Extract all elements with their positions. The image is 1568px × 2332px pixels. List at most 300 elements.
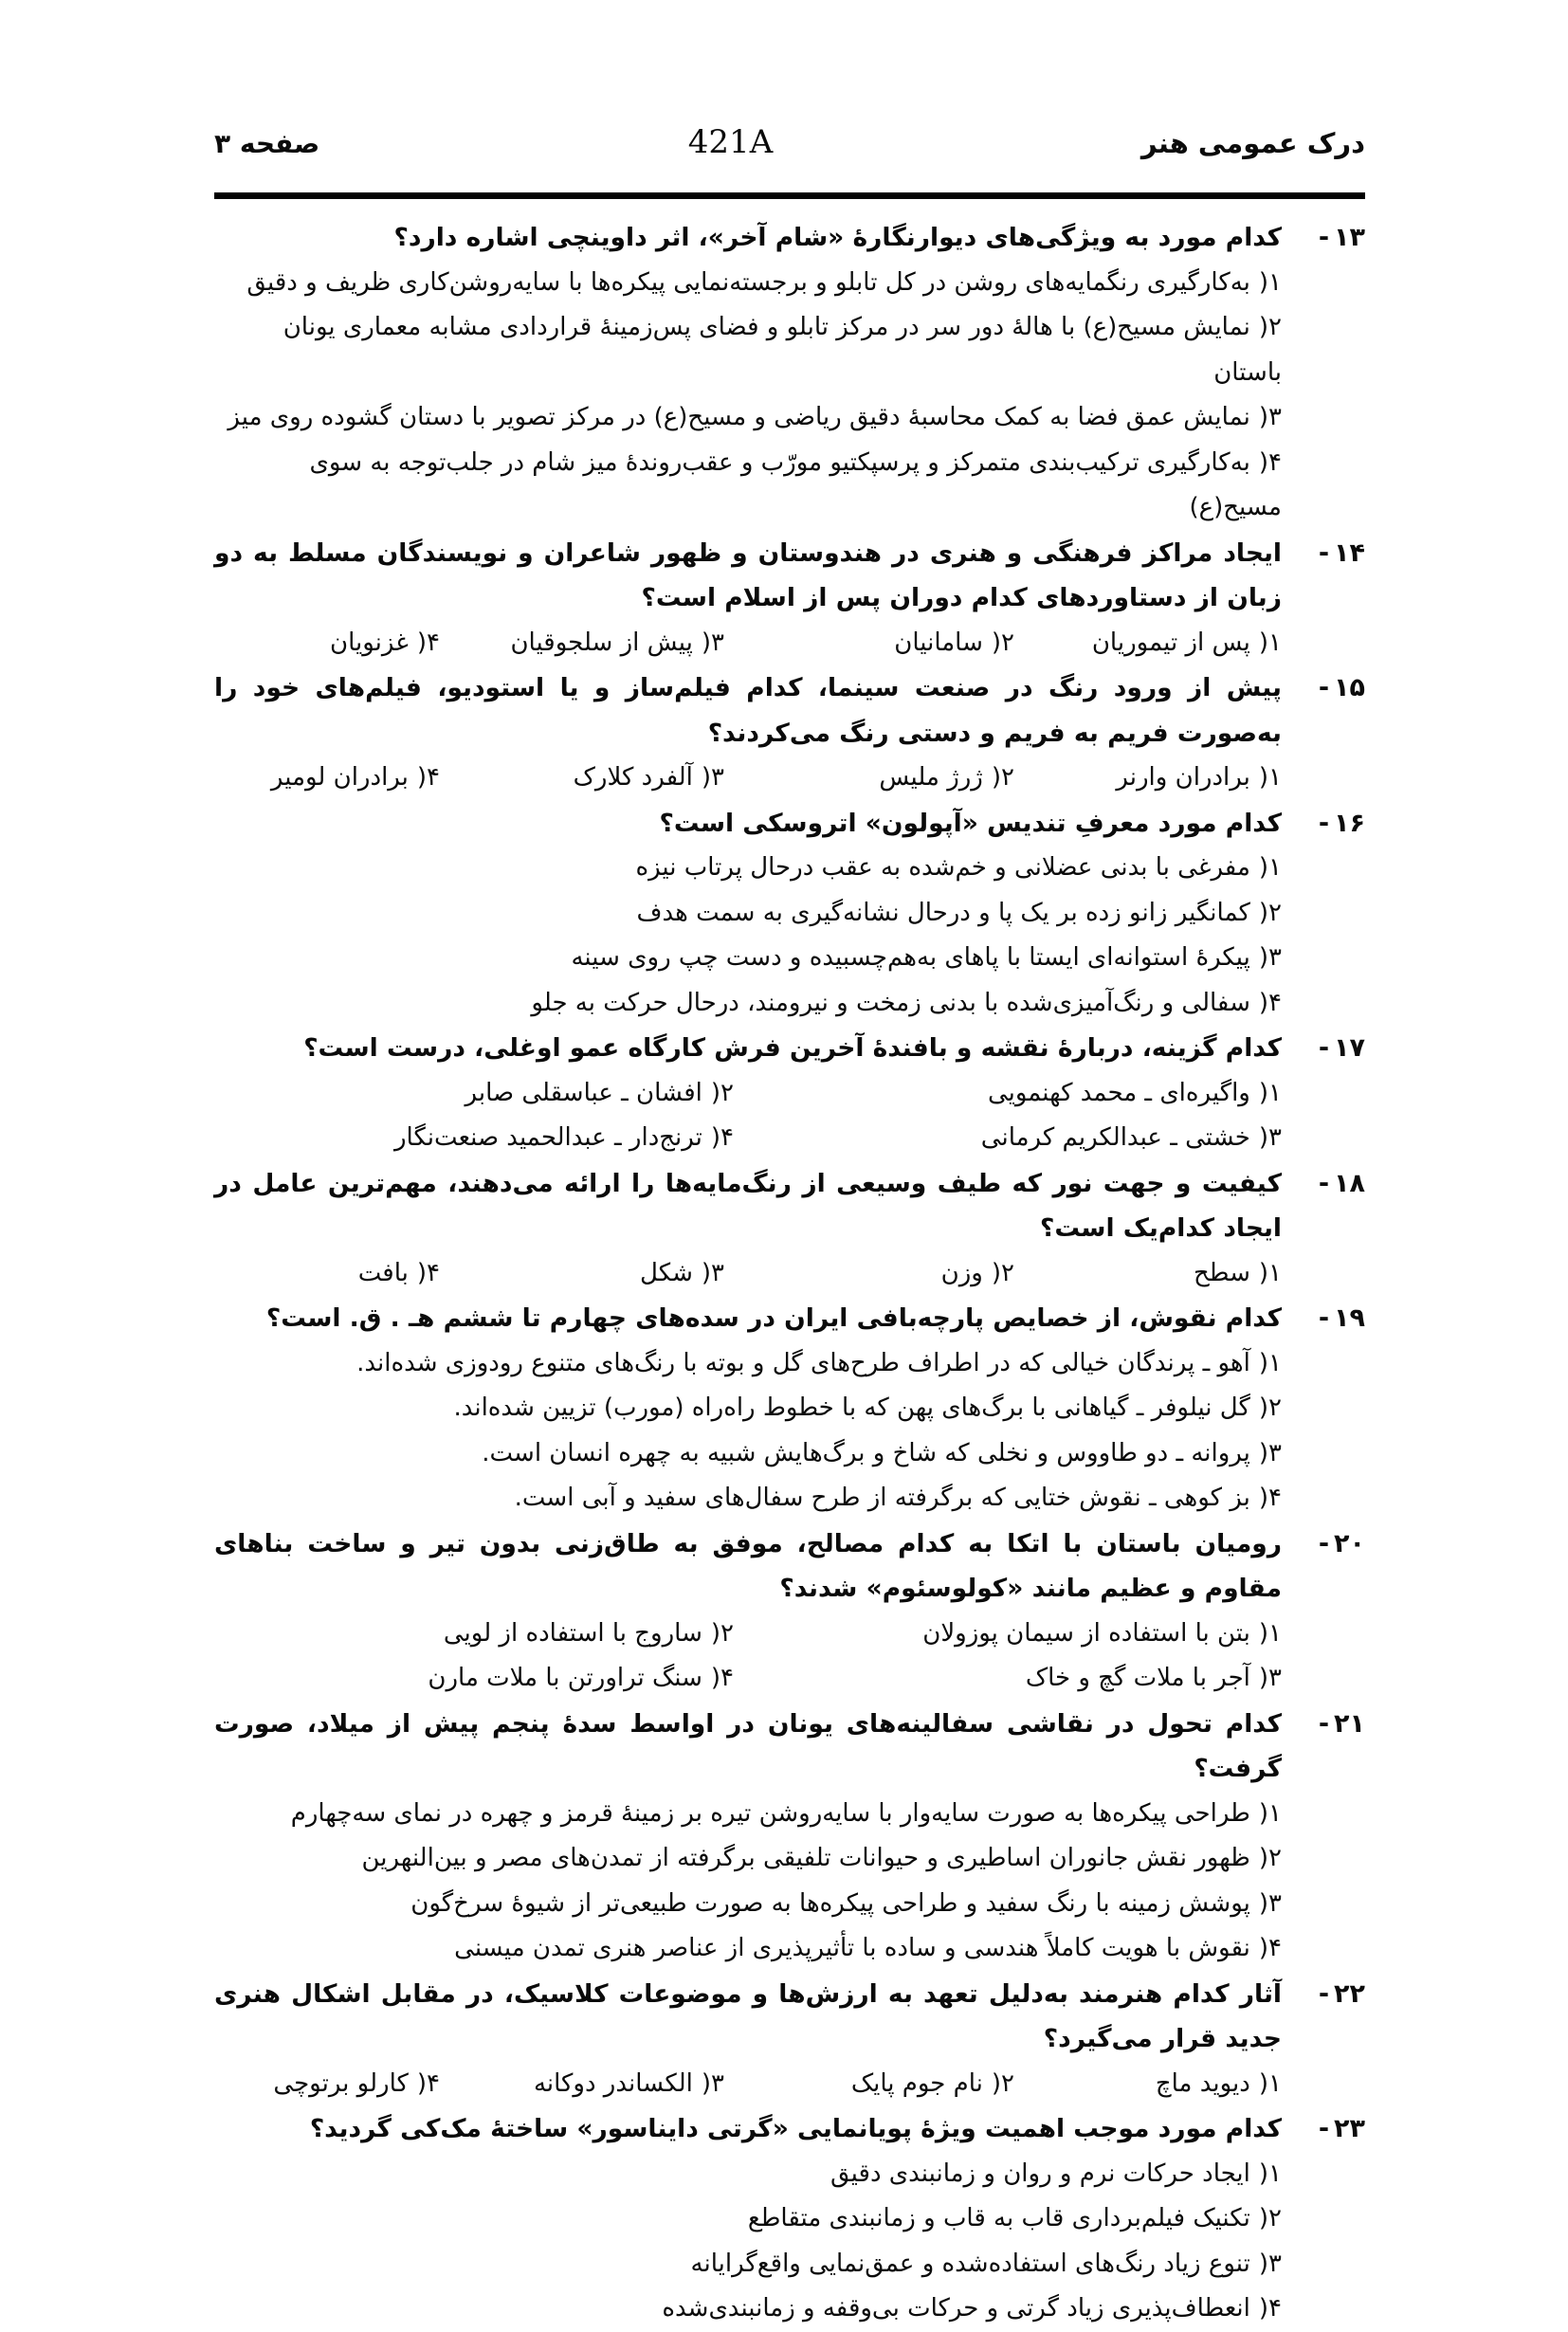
option-paren: )	[1258, 1078, 1269, 1107]
question-number	[1282, 1521, 1365, 1567]
header-divider-rule	[214, 192, 1365, 199]
option	[214, 2152, 1282, 2197]
option-paren: )	[1258, 313, 1269, 341]
option-text: به‌کارگیری ترکیب‌بندی متمرکز و پرسپکتیو مورّب و عقب‌روندهٔ میز شام در جلب‌توجه به سوی مسیح(ع)	[309, 447, 1282, 521]
options-group	[214, 261, 1282, 531]
option	[214, 756, 440, 801]
option-text: پیش از سلجوقیان	[510, 628, 693, 657]
option-label	[1259, 1386, 1282, 1431]
question-number	[1282, 1026, 1365, 1071]
question-number	[1282, 2106, 1365, 2152]
option-number: ۲	[1268, 898, 1282, 927]
option	[214, 1476, 1282, 1521]
question-stem: رومیان باستان با اتکا به کدام مصالح، موفق به طاق‌زنی بدون تیر و ساخت بناهای مقاوم و عظیم مانند «کولوسئوم» شدند؟	[214, 1528, 1282, 1603]
option	[1014, 621, 1282, 666]
option-paren: )	[1258, 2068, 1269, 2098]
option-label	[992, 2062, 1014, 2107]
option	[214, 936, 1282, 981]
header-course-title: درک عمومی هنر	[1140, 127, 1365, 159]
option	[214, 981, 1282, 1027]
question	[214, 1521, 1365, 1702]
option-label	[1259, 1071, 1282, 1117]
option-label	[711, 1612, 734, 1657]
option-paren: )	[1258, 1258, 1269, 1287]
option-label	[702, 756, 724, 801]
option	[214, 1251, 440, 1297]
option-label	[1259, 1251, 1282, 1297]
option-label	[702, 621, 724, 666]
option-label	[1259, 621, 1282, 666]
question-number-digits: ۲۳	[1334, 2114, 1365, 2143]
option-paren: )	[991, 628, 1002, 657]
option-paren: )	[701, 1258, 712, 1287]
option-paren: )	[1258, 763, 1269, 792]
question	[214, 215, 1365, 531]
option-paren: )	[1258, 1348, 1269, 1377]
question-number	[1282, 1702, 1365, 1747]
question-number	[1282, 1972, 1365, 2017]
option-text: نقوش با هویت کاملاً هندسی و ساده با تأثیرپذیری از عناصر هنری تمدن میسنی	[454, 1934, 1250, 1962]
question-number	[1282, 1296, 1365, 1341]
question-number-dash: -	[1318, 1528, 1330, 1558]
option-number: ۲	[720, 1618, 734, 1648]
question-stem: آثار کدام هنرمند به‌دلیل تعهد به ارزش‌ها و موضوعات کلاسیک، در مقابل اشکال هنری جدید قرار می‌گیرد؟	[214, 1978, 1282, 2053]
option-number: ۲	[1268, 2204, 1282, 2232]
question-number	[1282, 531, 1365, 576]
option-number: ۳	[711, 628, 724, 657]
question-number-dash: -	[1318, 1303, 1330, 1333]
question-number-digits: ۲۰	[1334, 1528, 1365, 1558]
option-number: ۱	[1268, 1258, 1282, 1287]
question-number-dash: -	[1318, 223, 1330, 252]
option-text: سامانیان	[894, 628, 983, 657]
option-label	[1259, 2286, 1282, 2332]
option-number: ۲	[1001, 2068, 1014, 2098]
option-label	[992, 1251, 1014, 1297]
option-number: ۲	[1001, 628, 1014, 657]
option-number: ۱	[1268, 853, 1282, 882]
option	[724, 756, 1014, 801]
option-label	[1259, 2242, 1282, 2287]
option-label	[1259, 756, 1282, 801]
question-body	[214, 1026, 1282, 1161]
option-paren: )	[701, 628, 712, 657]
option-paren: )	[1258, 2204, 1269, 2232]
option-label	[417, 756, 440, 801]
option-text: انعطاف‌پذیری زیاد گرتی و حرکات بی‌وقفه و زمانبندی‌شده	[662, 2294, 1250, 2323]
questions-list	[214, 215, 1365, 2332]
option-number: ۱	[1268, 1348, 1282, 1377]
options-group	[214, 1071, 1282, 1161]
option-number: ۳	[1268, 1664, 1282, 1692]
option-text: ترنج‌دار ـ عبدالحمید صنعت‌نگار	[393, 1123, 702, 1152]
option	[440, 1251, 724, 1297]
option	[440, 621, 724, 666]
option-label	[417, 2062, 440, 2107]
option-text: سطح	[1193, 1258, 1250, 1287]
option-number: ۱	[1268, 267, 1282, 297]
option-paren: )	[1258, 1618, 1269, 1648]
option-label	[711, 1071, 734, 1117]
option	[214, 621, 440, 666]
options-group	[214, 1251, 1282, 1297]
option-text: بتن با استفاده از سیمان پوزولان	[922, 1618, 1250, 1648]
header-booklet-code: 421A	[687, 123, 774, 161]
option-number: ۴	[720, 1123, 734, 1152]
option-number: ۴	[1268, 2294, 1282, 2323]
question	[214, 1296, 1365, 1521]
option	[214, 1656, 734, 1702]
option-text: ظهور نقش جانوران اساطیری و حیوانات تلفیقی برگرفته از تمدن‌های مصر و بین‌النهرین	[361, 1844, 1250, 1872]
option-number: ۱	[1268, 628, 1282, 657]
question-stem: کدام مورد به ویژگی‌های دیوارنگارهٔ «شام آخر»، اثر داوینچی اشاره دارد؟	[393, 223, 1282, 252]
option	[214, 441, 1282, 531]
question-stem: کدام گزینه، دربارهٔ نقشه و بافندهٔ آخرین فرش کارگاه عمو اوغلی، درست است؟	[303, 1033, 1282, 1063]
option-label	[992, 621, 1014, 666]
option-number: ۲	[1268, 313, 1282, 341]
option-paren: )	[1258, 447, 1269, 477]
option-text: به‌کارگیری رنگمایه‌های روشن در کل تابلو و برجسته‌نمایی پیکره‌ها با سایه‌روشن‌کاری ظریف و دقیق	[246, 267, 1250, 297]
option-paren: )	[1258, 1664, 1269, 1692]
option-label	[1259, 936, 1282, 981]
option-text: واگیره‌ای ـ محمد کهنمویی	[987, 1078, 1250, 1107]
option-paren: )	[991, 763, 1002, 792]
option	[214, 1926, 1282, 1972]
options-group	[214, 621, 1282, 666]
option-paren: )	[1258, 2294, 1269, 2323]
option-text: پروانه ـ دو طاووس و نخلی که شاخ و برگ‌هایش شبیه به چهره انسان است.	[482, 1438, 1250, 1467]
option	[214, 1836, 1282, 1882]
option-text: آلفرد کلارک	[573, 763, 693, 792]
option-label	[1259, 1341, 1282, 1387]
option	[214, 1792, 1282, 1837]
option-paren: )	[1258, 403, 1269, 431]
option	[214, 1071, 734, 1117]
option-text: سنگ تراورتن با ملات مارن	[428, 1664, 702, 1692]
option	[1014, 756, 1282, 801]
option-number: ۳	[1268, 943, 1282, 972]
question-number-digits: ۱۸	[1334, 1168, 1365, 1198]
option-label	[711, 1656, 734, 1702]
option-text: ایجاد حرکات نرم و روان و زمانبندی دقیق	[830, 2159, 1250, 2188]
option-paren: )	[1258, 1844, 1269, 1872]
option-number: ۱	[1268, 1798, 1282, 1828]
option-label	[1259, 2062, 1282, 2107]
option-number: ۱	[1268, 2159, 1282, 2188]
question	[214, 1702, 1365, 1972]
options-group	[214, 2152, 1282, 2332]
option-text: گل نیلوفر ـ گیاهانی با برگ‌های پهن که با خطوط راه‌راه (مورب) تزیین شده‌اند.	[453, 1394, 1250, 1422]
option-number: ۴	[427, 763, 440, 792]
question-number-dash: -	[1318, 1708, 1330, 1739]
option	[724, 2062, 1014, 2107]
option-number: ۲	[1001, 763, 1014, 792]
option-text: برادران لومیر	[270, 763, 409, 792]
option	[734, 1071, 1282, 1117]
option-number: ۲	[720, 1078, 734, 1107]
option-paren: )	[1258, 1438, 1269, 1467]
option-number: ۳	[1268, 1438, 1282, 1467]
option-label	[1259, 1612, 1282, 1657]
option-number: ۳	[711, 763, 724, 792]
question	[214, 531, 1365, 666]
question-stem: کدام مورد موجب اهمیت ویژهٔ پویانمایی «گرتی دایناسور» ساختهٔ مک‌کی گردید؟	[309, 2114, 1282, 2143]
question-number-dash: -	[1318, 673, 1330, 702]
option-label	[1259, 2196, 1282, 2242]
option-paren: )	[1258, 943, 1269, 972]
option-text: ساروج با استفاده از لویی	[443, 1618, 702, 1648]
question-body	[214, 1702, 1282, 1972]
option-paren: )	[1258, 1394, 1269, 1422]
option-number: ۱	[1268, 763, 1282, 792]
option-text: بافت	[357, 1258, 409, 1287]
option-text: تنوع زیاد رنگ‌های استفاده‌شده و عمق‌نمایی واقع‌گرایانه	[690, 2249, 1250, 2278]
option-paren: )	[1258, 267, 1269, 297]
question-number-dash: -	[1318, 808, 1330, 838]
option-text: تکنیک فیلم‌برداری قاب به قاب و زمانبندی متقاطع	[747, 2204, 1250, 2232]
option	[214, 1431, 1282, 1477]
option	[440, 2062, 724, 2107]
option-label	[1259, 1836, 1282, 1882]
option-label	[1259, 1656, 1282, 1702]
option-text: کارلو برتوچی	[273, 2068, 409, 2098]
question	[214, 801, 1365, 1027]
option-paren: )	[1258, 628, 1269, 657]
question-stem: کدام نقوش، از خصایص پارچه‌بافی ایران در سده‌های چهارم تا ششم هـ . ق. است؟	[265, 1303, 1282, 1333]
option-label	[1259, 395, 1282, 441]
option	[734, 1116, 1282, 1161]
option-label	[1259, 261, 1282, 306]
option-text: دیوید ماچ	[1155, 2068, 1250, 2098]
question-number-digits: ۱۷	[1334, 1033, 1365, 1063]
option-paren: )	[1258, 853, 1269, 882]
option-label	[702, 1251, 724, 1297]
option	[214, 1116, 734, 1161]
option-paren: )	[416, 628, 428, 657]
question-number-digits: ۱۳	[1334, 223, 1365, 252]
options-group	[214, 1792, 1282, 1972]
question	[214, 1026, 1365, 1161]
option-number: ۴	[427, 1258, 440, 1287]
question-number-digits: ۱۴	[1334, 537, 1365, 568]
option-label	[1259, 441, 1282, 486]
question-stem: ایجاد مراکز فرهنگی و هنری در هندوستان و ظهور شاعران و نویسندگان مسلط به دو زبان از دستاوردهای کدام دوران پس از اسلام است؟	[214, 537, 1282, 612]
option-number: ۳	[1268, 1888, 1282, 1918]
option	[214, 891, 1282, 937]
option	[214, 1882, 1282, 1927]
option	[214, 395, 1282, 441]
option	[1014, 2062, 1282, 2107]
option-number: ۲	[1001, 1258, 1014, 1287]
option-paren: )	[701, 763, 712, 792]
option	[214, 2286, 1282, 2332]
options-group	[214, 2062, 1282, 2107]
option-paren: )	[710, 1078, 721, 1107]
option-label	[1259, 1116, 1282, 1161]
option-number: ۲	[1268, 1844, 1282, 1872]
option-paren: )	[1258, 2159, 1269, 2188]
option-paren: )	[1258, 988, 1269, 1017]
option-text: سفالی و رنگ‌آمیزی‌شده با بدنی زمخت و نیرومند، درحال حرکت به جلو	[531, 988, 1250, 1017]
option-paren: )	[710, 1618, 721, 1648]
option-label	[1259, 1926, 1282, 1972]
option	[214, 1612, 734, 1657]
question-number-dash: -	[1318, 1168, 1330, 1198]
question-body	[214, 801, 1282, 1027]
option-paren: )	[991, 2068, 1002, 2098]
option-text: غزنویان	[330, 628, 409, 657]
option-paren: )	[701, 2068, 712, 2098]
question-body	[214, 665, 1282, 801]
option-text: ژرژ ملیس	[879, 763, 983, 792]
option-text: آجر با ملات گچ و خاک	[1025, 1664, 1250, 1692]
option-number: ۱	[1268, 2068, 1282, 2098]
option	[214, 2242, 1282, 2287]
option-text: وزن	[940, 1258, 983, 1287]
page-header	[214, 123, 1365, 161]
question-number	[1282, 665, 1365, 711]
option	[440, 756, 724, 801]
option-text: نام جوم پایک	[850, 2068, 983, 2098]
question-stem: پیش از ورود رنگ در صنعت سینما، کدام فیلم‌ساز و یا استودیو، فیلم‌های خود را به‌صورت فریم به فریم و دستی رنگ می‌کردند؟	[214, 673, 1282, 748]
question-number	[1282, 801, 1365, 847]
option-number: ۴	[1268, 447, 1282, 477]
header-page-number: صفحه ۳	[214, 128, 320, 159]
option	[724, 621, 1014, 666]
option-number: ۴	[1268, 1484, 1282, 1512]
option-number: ۳	[1268, 2249, 1282, 2278]
option-text: خشتی ـ عبدالکریم کرمانی	[980, 1123, 1250, 1152]
options-group	[214, 756, 1282, 801]
option-label	[1259, 1882, 1282, 1927]
question-number-digits: ۱۹	[1334, 1303, 1365, 1333]
option-text: برادران وارنر	[1116, 763, 1250, 792]
option-label	[1259, 305, 1282, 351]
option-number: ۳	[1268, 403, 1282, 431]
question	[214, 2106, 1365, 2332]
option-label	[1259, 846, 1282, 891]
question-number-dash: -	[1318, 1978, 1330, 2009]
question-number-digits: ۲۲	[1334, 1978, 1365, 2009]
question-stem: کدام تحول در نقاشی سفالینه‌های یونان در اواسط سدهٔ پنجم پیش از میلاد، صورت گرفت؟	[214, 1708, 1282, 1783]
question-body	[214, 1521, 1282, 1702]
option-text: مفرغی با بدنی عضلانی و خم‌شده به عقب درحال پرتاب نیزه	[635, 853, 1250, 882]
option-text: طراحی پیکره‌ها به صورت سایه‌وار با سایه‌روشن تیره بر زمینهٔ قرمز و چهره در نمای سه‌چهارم	[290, 1798, 1250, 1828]
option	[214, 1386, 1282, 1431]
option-text: نمایش مسیح(ع) با هالهٔ دور سر در مرکز تابلو و فضای پس‌زمینهٔ قراردادی مشابه معماری یونان باستان	[283, 313, 1282, 387]
option-number: ۴	[1268, 1934, 1282, 1962]
question-body	[214, 1972, 1282, 2107]
option-paren: )	[1258, 2249, 1269, 2278]
question	[214, 1972, 1365, 2107]
option-paren: )	[1258, 898, 1269, 927]
options-group	[214, 846, 1282, 1026]
option-label	[1259, 1431, 1282, 1477]
option	[214, 2196, 1282, 2242]
option-number: ۱	[1268, 1078, 1282, 1107]
question-body	[214, 531, 1282, 666]
option-number: ۴	[427, 2068, 440, 2098]
option-label	[711, 1116, 734, 1161]
option	[734, 1612, 1282, 1657]
option-text: پیکرهٔ استوانه‌ای ایستا با پاهای به‌هم‌چسبیده و دست چپ روی سینه	[571, 943, 1250, 972]
option-number: ۴	[1268, 988, 1282, 1017]
option-text: آهو ـ پرندگان خیالی که در اطراف طرح‌های گل و بوته با رنگ‌های متنوع رودوزی شده‌اند.	[356, 1348, 1250, 1377]
option	[214, 2062, 440, 2107]
option-text: پس از تیموریان	[1091, 628, 1250, 657]
question-body	[214, 215, 1282, 531]
question-body	[214, 1296, 1282, 1521]
option-text: نمایش عمق فضا به کمک محاسبهٔ دقیق ریاضی و مسیح(ع) در مرکز تصویر با دستان گشوده روی میز	[228, 403, 1250, 431]
option-label	[417, 621, 440, 666]
option-label	[1259, 2152, 1282, 2197]
option-paren: )	[1258, 1484, 1269, 1512]
option-number: ۴	[427, 628, 440, 657]
option	[214, 261, 1282, 306]
option-paren: )	[416, 2068, 428, 2098]
option-label	[1259, 1792, 1282, 1837]
question-number	[1282, 1161, 1365, 1207]
question-number	[1282, 215, 1365, 261]
option-paren: )	[1258, 1798, 1269, 1828]
question-body	[214, 2106, 1282, 2332]
option-paren: )	[710, 1664, 721, 1692]
options-group	[214, 1612, 1282, 1702]
option-text: افشان ـ عباسقلی صابر	[465, 1078, 702, 1107]
options-group	[214, 1341, 1282, 1521]
question-body	[214, 1161, 1282, 1297]
question-stem: کدام مورد معرفِ تندیس «آپولون» اتروسکی است؟	[659, 808, 1282, 838]
option-number: ۳	[1268, 1123, 1282, 1152]
option-paren: )	[1258, 1888, 1269, 1918]
option-text: بز کوهی ـ نقوش ختایی که برگرفته از طرح سفال‌های سفید و آبی است.	[514, 1484, 1250, 1512]
question-number-digits: ۲۱	[1334, 1708, 1365, 1739]
question	[214, 1161, 1365, 1297]
option-label	[1259, 1476, 1282, 1521]
option-number: ۳	[711, 1258, 724, 1287]
option-paren: )	[710, 1123, 721, 1152]
option-paren: )	[416, 1258, 428, 1287]
option-label	[1259, 981, 1282, 1027]
question-number-dash: -	[1318, 537, 1330, 568]
option-text: کمانگیر زانو زده بر یک پا و درحال نشانه‌گیری به سمت هدف	[636, 898, 1250, 927]
question-stem: کیفیت و جهت نور که طیف وسیعی از رنگ‌مایه‌ها را ارائه می‌دهند، مهم‌ترین عامل در ایجاد کدام‌یک است؟	[214, 1168, 1282, 1243]
question-number-digits: ۱۵	[1334, 673, 1365, 702]
option	[1014, 1251, 1282, 1297]
option-label	[702, 2062, 724, 2107]
option-number: ۳	[711, 2068, 724, 2098]
question-number-digits: ۱۶	[1334, 808, 1365, 838]
option-paren: )	[416, 763, 428, 792]
option-text: شکل	[640, 1258, 693, 1287]
option	[724, 1251, 1014, 1297]
option	[214, 305, 1282, 395]
option-label	[417, 1251, 440, 1297]
option-text: الکساندر دوکانه	[533, 2068, 693, 2098]
option-label	[1259, 891, 1282, 937]
option-label	[992, 756, 1014, 801]
question	[214, 665, 1365, 801]
option-paren: )	[1258, 1123, 1269, 1152]
option-number: ۲	[1268, 1394, 1282, 1422]
option-number: ۴	[720, 1664, 734, 1692]
option-text: پوشش زمینه با رنگ سفید و طراحی پیکره‌ها به صورت طبیعی‌تر از شیوهٔ سرخ‌گون	[410, 1888, 1250, 1918]
option	[214, 846, 1282, 891]
question-number-dash: -	[1318, 2114, 1330, 2143]
option-number: ۱	[1268, 1618, 1282, 1648]
option-paren: )	[991, 1258, 1002, 1287]
option-paren: )	[1258, 1934, 1269, 1962]
